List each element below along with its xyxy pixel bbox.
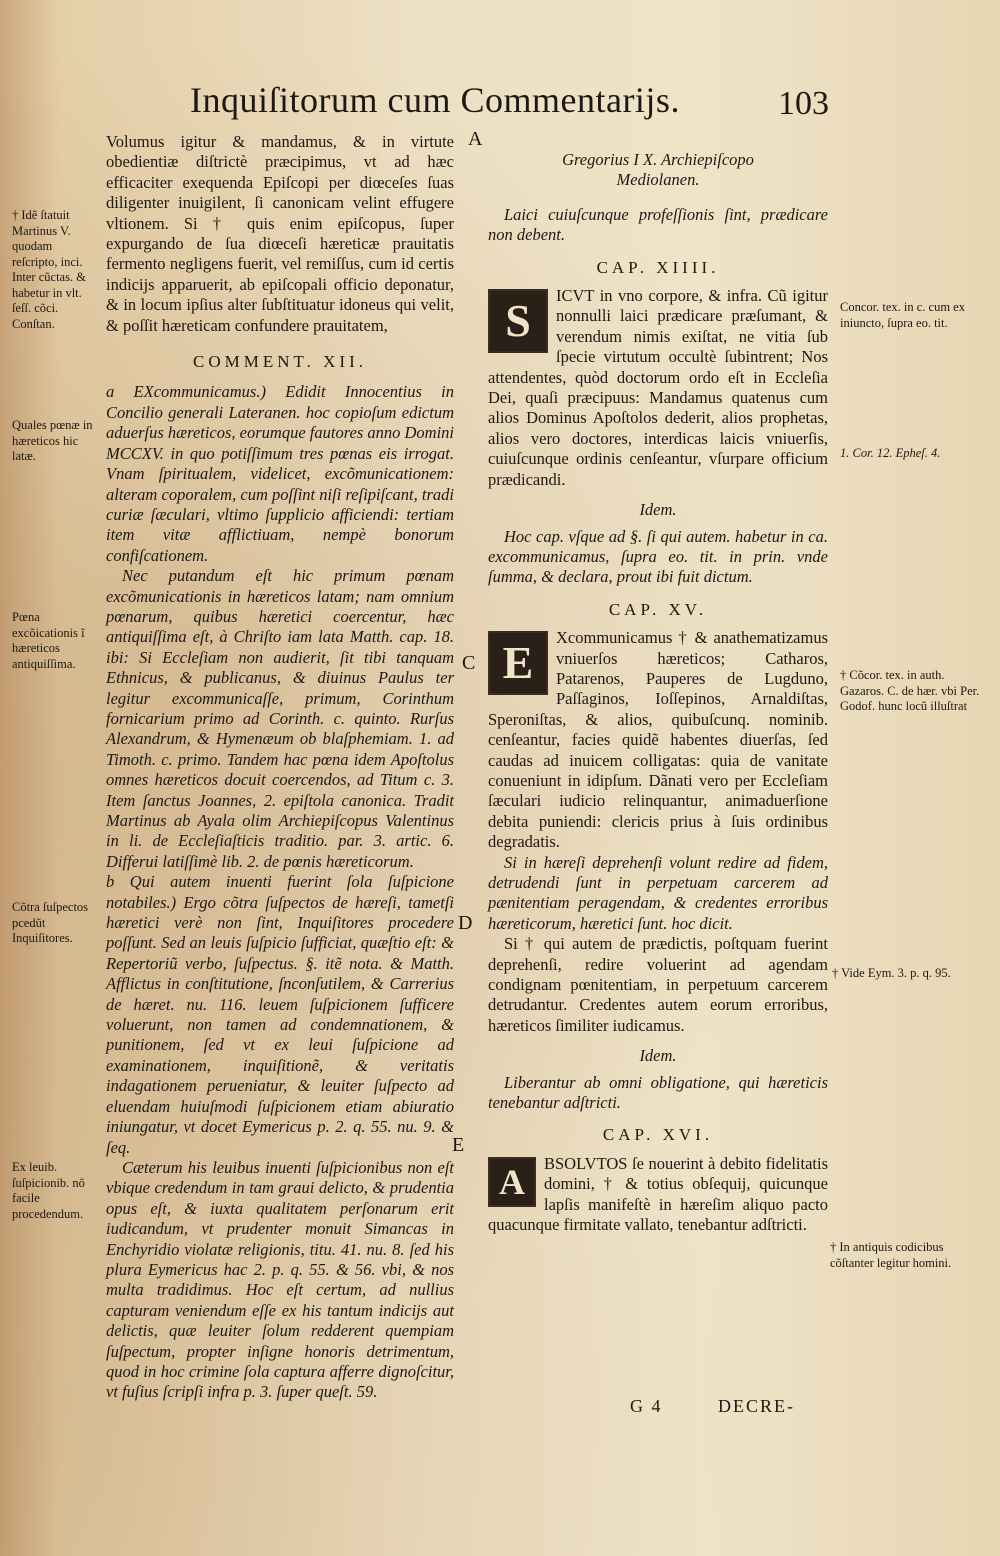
idem-1: Idem.: [639, 500, 677, 520]
right-column: [488, 150, 828, 1236]
cap-15-text: Xcommunicamus † & anathematizamus vniuerſos hæreticos; Catharos, Patarenos, Pauperes de Lugduno, Paſſaginos, Ioſſepinos, Arnaldiſtas, Speroniſtas, & alios, quibuſcunq. nominib. cenſeantur, facies quidẽ habentes diuerſas, ſed caudas ad inuicem colligatas: quia de vanitate conueniunt in idipſum. Dãnati vero per Eccleſiam ſæculari iudicio relinquantur, animaduerſione debita puniendi: clericis prius à ſuis ordinibus degradatis.: [488, 628, 828, 852]
left-column: [106, 132, 454, 1403]
dropcap-e: E: [488, 631, 548, 695]
cap-16-heading: CAP. XVI.: [602, 1125, 714, 1145]
dropcap-s: S: [488, 289, 548, 353]
page-number: 103: [778, 85, 829, 122]
dropcap-a: A: [488, 1157, 536, 1207]
section-letter-e: E: [452, 1134, 465, 1156]
rubric-gregorius: Gregorius I X. Archiepiſcopo Mediolanen.: [562, 150, 754, 190]
signature-mark: G 4: [630, 1396, 663, 1416]
right-margin-note-4: † Vide Eym. 3. p. q. 95.: [832, 966, 951, 980]
idem-2: Idem.: [639, 1046, 677, 1066]
left-margin-note-1: † Idẽ ſtatuit Martinus V. quodam reſcripto, inci. Inter cũctas. & habetur in vlt. ſeſſ. cõci. Conſtan.: [12, 208, 86, 331]
comment-paragraph-a: a EXcommunicamus.) Edidit Innocentius in Concilio generali Lateranen. hoc copioſum edictum aduerſus hæreticos, eorumque fautores anno Domini MCCXV. in quo potiſſimum tres pœnas eis irrogat. Vnam ſpiritualem, videlicet, excõmunicationem: alteram coporalem, cum poſſint niſi reſipiſcant, tradi curiæ ſæculari, vltimo ſupplicio afficiendi: tertiam item vitæ afflictiuam, nempè bonorum confiſcationem.: [106, 382, 455, 565]
right-margin-note-1: Concor. tex. in c. cum ex iniuncto, ſupra eo. tit.: [840, 300, 965, 330]
cap-14-text: ICVT in vno corpore, & infra. Cũ igitur nonnulli laici prædicare præſumant, & verendum nimis exiſtat, ne vitia ſub ſpecie virtutum occultè ſubintrent; Nos attendentes, quòd doctorum ordo eſt in Eccleſia Dei, quaſi præcipuus: Mandamus quatenus cum alios Dominus Apoſtolos dederit, alios prophetas, alios vero doctores, interdicas laicis vniuerſis, cuiuſcunque ordinis cenſeantur, vſurpare officium prædicandi.: [488, 286, 828, 489]
cap-14-note: Hoc cap. vſque ad §. ſi qui autem. habetur in ca. excommunicamus, ſupra eo. tit. in prin. vnde ſumma, & declara, prout ibi fuit dictum.: [488, 526, 828, 587]
left-margin-note-3: Pœna excõicationis ĩ hæreticos antiquiſſima.: [12, 610, 85, 671]
cap-15-italic-summary: Si in hæreſi deprehenſi volunt redire ad fidem, detrudendi ſunt in perpetuam carcerem ad pænitentiam peragendam, & credentes erroribus hæreticorum, hæretici ſunt. hoc dicit.: [488, 852, 828, 933]
summary-laici: Laici cuiuſcunque profeſſionis ſint, prædicare non debent.: [488, 204, 828, 245]
section-letter-d: D: [458, 912, 473, 934]
cap-15-text-2: Si † qui autem de prædictis, poſtquam fuerint deprehenſi, redire voluerint ad agendam condignam pœnitentiam, in perpetuum carcerem detrudantur. Credentes autem eorum erroribus, hæreticos ſimiliter iudicamus.: [488, 934, 828, 1035]
right-margin-note-5: † In antiquis codicibus cõſtanter legitur homini.: [830, 1240, 952, 1270]
running-header-title: Inquiſitorum cum Commentarijs.: [190, 80, 680, 120]
cap-16-text: BSOLVTOS ſe nouerint à debito fidelitatis domini, † & totius obſequij, quicunque lapſis manifeſtè in hæreſim aliquo pacto quacunque firmitate vallato, tenebantur adſtricti.: [488, 1153, 828, 1235]
cap-14-heading: CAP. XIIII.: [596, 257, 720, 277]
comment-paragraph-nec: Nec putandum eſt hic primum pœnam excõmunicationis in hæreticos latam; nam omnium pœnarum, quibus hæretici coercentur, hæc antiquiſſima eſt, à Chriſto iam lata Matth. cap. 18. ibi: Si Eccleſiam non audierit, ſit tibi tanquam Ethnicus, & publicanus, & diuinus Paulus ter legitur excommunicaſſe, primum, Corinthum fornicarium primo ad Corinth. c. quinto. Rurſus Alexandrum, & Hymenæum ob blaſphemiam. 1. ad Timoth. c. primo. Tandem hac pœna idem Apoſtolus omnes hæreticos docuit coercendos, ad Titum c. 3. Item ſanctus Joannes, 2. epiſtola canonica. Tradit Martinus ab Ayala olim Archiepiſcopus Valentinus in li. de Eccleſiaſticis traditio. par. 3. artic. 6. Differui latiſſimè lib. 2. de pœnis hæreticorum.: [106, 566, 454, 871]
left-margin-note-4: Cõtra ſuſpectos pcedũt Inquiſitores.: [12, 900, 89, 945]
section-letter-a: A: [468, 128, 483, 150]
decree-intro-text: Volumus igitur & mandamus, & in virtute obedientiæ diſtrictè præcipimus, vt ad hæc efficaciter exequenda Epiſcopi per diœceſes ſuas diligenter inuigilent, ſi canonicam velint effugere vltionem. Si † quis enim epiſcopus, ſuper expurgando de ſua diœceſi hæreticæ prauitatis fermento negligens fuerit, vel remiſſus, cum id certis indicijs apparuerit, ab epiſcopali officio deponatur, & in locum ipſius alter ſubſtituatur idoneus qui velit, & poſſit hæreticam confundere prauitatem,: [106, 132, 454, 335]
left-margin-note-2: Quales pœnæ in hæreticos hic latæ.: [12, 418, 93, 463]
comment-heading: COMMENT. XII.: [193, 352, 367, 372]
comment-paragraph-caeterum: Cæterum his leuibus inuenti ſuſpicionibus non eſt vbique credendum in tam graui delicto, & prudentia opus eſt, & iuxta qualitatem perſonarum erit iudicandum, vt prudenter monuit Simancas in Enchyridio violatæ religionis, titu. 41. nu. 8. ſed his plura Eymericus hac 2. p. q. 55. & 56. vbi, & nos multa tradidimus. Hoc eſt certum, ad nullius capturam veniendum eſſe ex his tantum indicijs aut delictis, quæ leuiter ſolum redderent quempiam ſuſpectum, propter inſigne honoris detrimentum, quod in hoc crimine ſola captura afferre dignoſcitur, vt fuſius ſcripſi infra p. 3. ſuper queſt. 59.: [106, 1157, 454, 1402]
right-margin-note-3: † Cõcor. tex. in auth. Gazaros. C. de hær. vbi Per. Godof. hunc locũ illuſtrat: [840, 668, 980, 713]
summary-liberantur: Liberantur ab omni obligatione, qui hæreticis tenebantur adſtricti.: [488, 1072, 828, 1113]
left-margin-note-5: Ex leuib. ſuſpicionib. nõ facile procedendum.: [12, 1160, 85, 1221]
section-letter-c: C: [462, 652, 476, 674]
catchword: DECRE-: [718, 1396, 795, 1416]
comment-paragraph-b: b Qui autem inuenti fuerint ſola ſuſpicione notabiles.) Ergo cõtra ſuſpectos de hæreſi, tametſi hæretici verè non ſint, Inquiſitores procedere poſſunt. Sed an leuis ſuſpicio ſufficiat, quæſtio eſt: & Repertoriũ verbo, ſuſpectus. §. itẽ nota. & Matth. Afflictus in conſtitutione, ſnconſutilem, & Carrerius de hæret. nu. 116. leuem ſuſpicionem ſufficere voluerunt, non tamen ad condemnationem, & punitionem, ſed vt ex leui ſuſpicione ad examinationem, inquiſitionẽ, & veritatis indagationem perueniatur, & leuiter ſuſpecto ad eluendam huiuſmodi ſuſpicionem etiam abiuratio iniungatur, vt docet Eymericus p. 2. q. 55. nu. 9. & ſeq.: [106, 872, 454, 1157]
cap-15-heading: CAP. XV.: [608, 599, 708, 619]
right-margin-note-2: 1. Cor. 12. Epheſ. 4.: [840, 446, 941, 460]
